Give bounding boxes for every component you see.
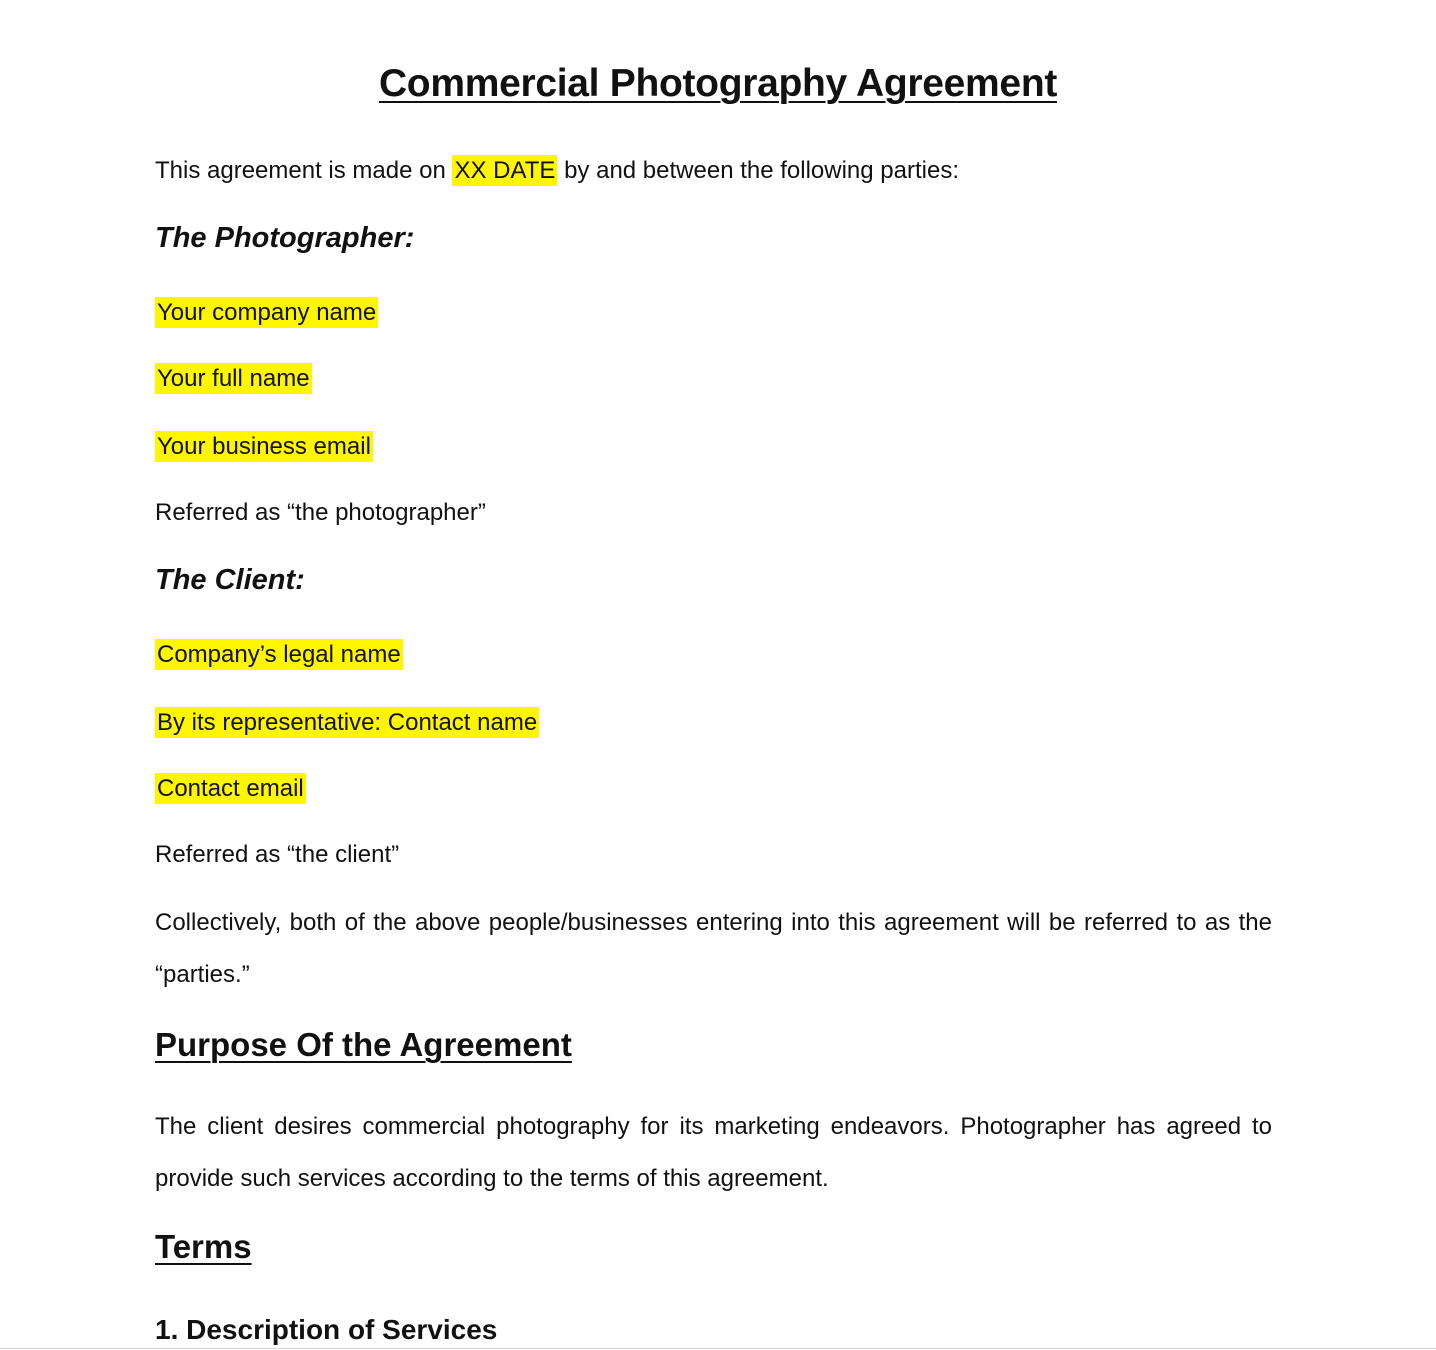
purpose-heading: Purpose Of the Agreement	[155, 1026, 572, 1063]
client-email-field[interactable]: Contact email	[157, 775, 304, 802]
client-legal-name-field[interactable]: Company’s legal name	[157, 641, 401, 668]
intro-line: This agreement is made on XX DATE by and between the following parties:	[155, 157, 959, 184]
description-of-services-heading: 1. Description of Services	[155, 1314, 498, 1345]
client-heading: The Client:	[155, 564, 305, 596]
photographer-email-field[interactable]: Your business email	[157, 433, 371, 460]
terms-heading: Terms	[155, 1228, 252, 1265]
photographer-company-field[interactable]: Your company name	[157, 299, 377, 326]
client-referred: Referred as “the client”	[155, 841, 400, 868]
document-title: Commercial Photography Agreement	[378, 62, 1058, 105]
client-representative-field[interactable]: By its representative: Contact name	[157, 709, 538, 736]
photographer-heading: The Photographer:	[155, 222, 415, 254]
collectively-paragraph: Collectively, both of the above people/businesses entering into this agreement will be referred to as the “parties.”	[155, 909, 1272, 988]
date-placeholder[interactable]: XX DATE	[454, 157, 556, 184]
purpose-paragraph: The client desires commercial photography for its marketing endeavors. Photographer has agreed to provide such services according to the terms of this agreement.	[155, 1113, 1272, 1192]
photographer-name-field[interactable]: Your full name	[157, 365, 310, 392]
photographer-referred: Referred as “the photographer”	[155, 499, 486, 526]
